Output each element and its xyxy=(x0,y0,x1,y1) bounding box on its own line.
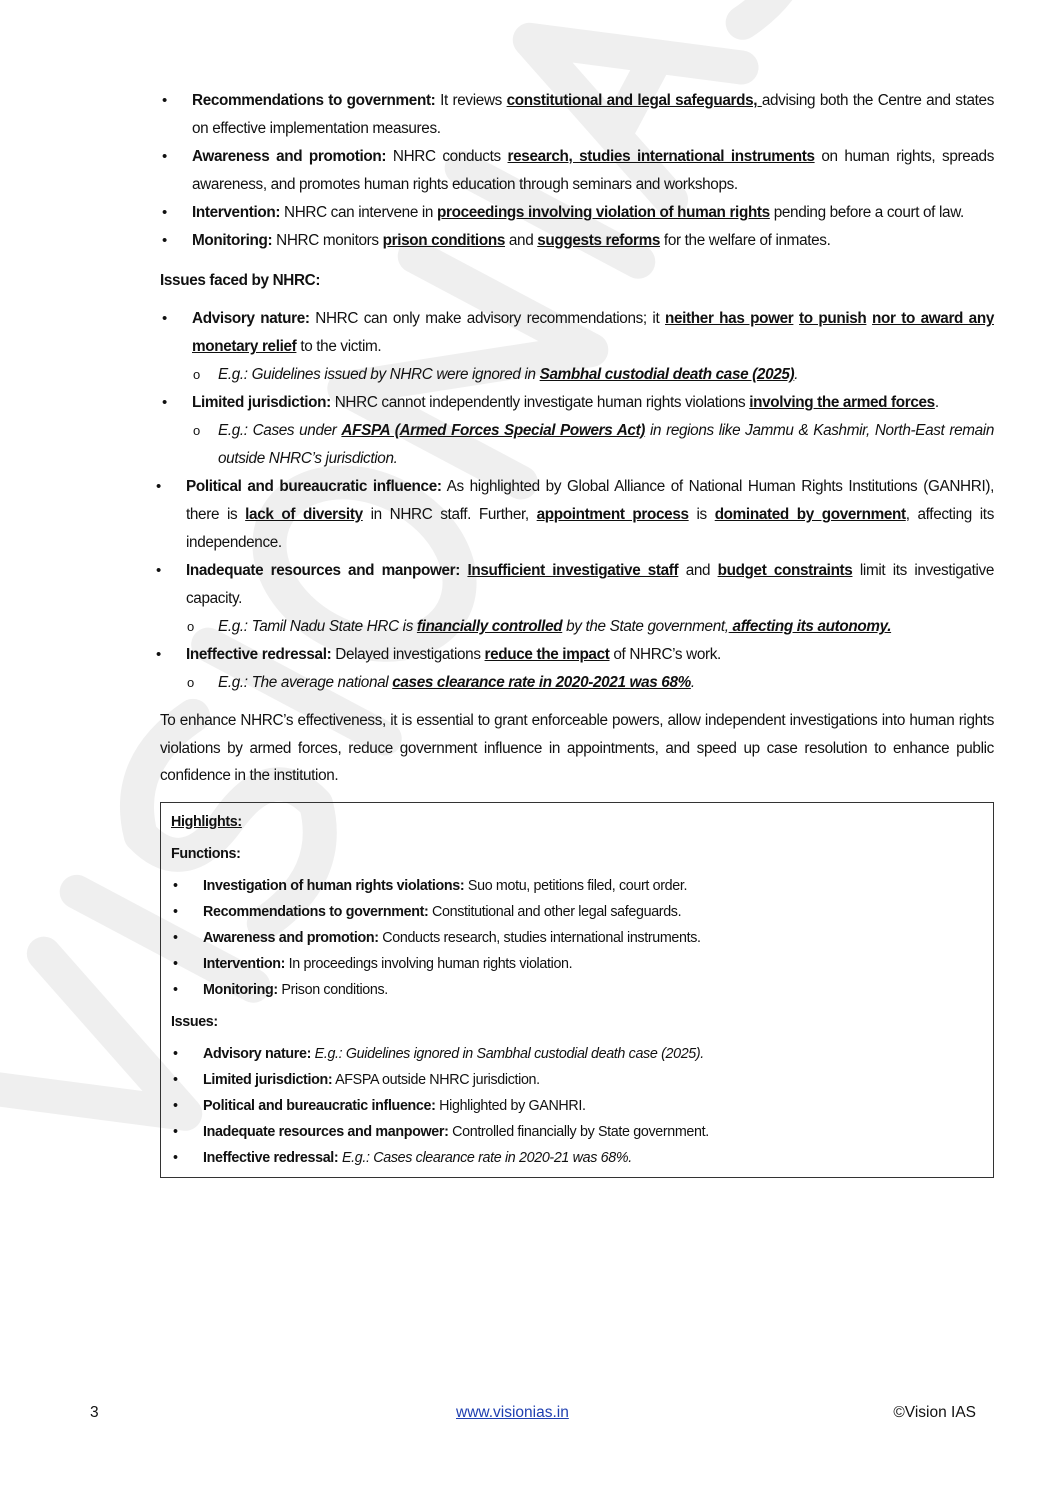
bullet-icon: • xyxy=(173,877,178,894)
text-segment: limit its investigative capacity. xyxy=(186,562,994,607)
website-link[interactable]: www.visionias.in xyxy=(456,1404,569,1421)
list-item xyxy=(160,417,994,473)
highlights-issues-list xyxy=(171,1041,983,1171)
text-segment: , affecting its independence. xyxy=(186,506,995,551)
text-segment: Suo motu, petitions filed, court order. xyxy=(464,877,688,894)
text-segment: . xyxy=(794,366,799,383)
bullet-icon: • xyxy=(173,929,178,946)
bullet-icon: • xyxy=(156,562,161,579)
list-item xyxy=(156,557,994,613)
emphasized-text: Insufficient investigative staff xyxy=(467,562,679,579)
text-segment: advising both the Centre and states on effective implementation measures. xyxy=(192,92,994,137)
text-segment: Highlighted by GANHRI. xyxy=(435,1097,586,1114)
text-segment: AFSPA outside NHRC jurisdiction. xyxy=(332,1071,540,1088)
bullet-icon: • xyxy=(162,148,167,165)
emphasized-text: constitutional and legal safeguards, xyxy=(506,92,762,109)
text-segment: Conducts research, studies international instruments. xyxy=(378,929,701,946)
text-segment: Limited jurisdiction: xyxy=(192,394,331,411)
text-segment: Ineffective redressal: xyxy=(186,646,332,663)
list-item xyxy=(160,143,994,199)
emphasized-text: AFSPA (Armed Forces Special Powers Act) xyxy=(341,422,646,439)
emphasized-text: suggests reforms xyxy=(537,232,661,249)
text-segment: Inadequate resources and manpower: xyxy=(203,1123,449,1140)
bullet-icon: • xyxy=(156,478,161,495)
functions-title: Functions: xyxy=(171,845,241,862)
bullet-icon: • xyxy=(173,1123,178,1140)
page-number: 3 xyxy=(90,1404,99,1421)
sub-bullet-icon: o xyxy=(193,423,200,438)
text-segment: Recommendations to government: xyxy=(192,92,436,109)
text-segment: in NHRC staff. Further, xyxy=(362,506,537,523)
text-segment: . xyxy=(690,674,695,691)
text-segment: is xyxy=(688,506,715,523)
text-segment: Political and bureaucratic influence: xyxy=(203,1097,436,1114)
text-segment: It reviews xyxy=(435,92,507,109)
list-item xyxy=(160,361,994,389)
text-segment: for the welfare of inmates. xyxy=(660,232,831,249)
list-item xyxy=(160,613,994,641)
list-item xyxy=(160,199,994,227)
text-segment: Awareness and promotion: xyxy=(192,148,387,165)
emphasized-text: proceedings involving violation of human rights xyxy=(436,204,770,221)
text-segment: NHRC monitors xyxy=(272,232,383,249)
emphasized-text: dominated by government xyxy=(714,506,906,523)
text-segment: Monitoring: xyxy=(203,981,278,998)
list-item xyxy=(156,473,995,557)
text-segment: E.g.: Guidelines issued by NHRC were ignored in xyxy=(218,366,540,383)
text-segment: Recommendations to government: xyxy=(203,903,429,920)
text-segment: and xyxy=(504,232,538,249)
bullet-icon: • xyxy=(173,1071,178,1088)
text-segment: on human rights, spreads awareness, and promotes human rights education through seminars and workshops. xyxy=(192,148,994,193)
emphasized-text: involving the armed forces xyxy=(749,394,935,411)
text-segment: Controlled financially by State government. xyxy=(448,1123,709,1140)
bullet-icon: • xyxy=(162,232,167,249)
bullet-icon: • xyxy=(173,1149,178,1166)
emphasized-text: affecting its autonomy. xyxy=(728,618,892,635)
bullet-icon: • xyxy=(173,981,178,998)
text-segment: Investigation of human rights violations: xyxy=(203,877,465,894)
emphasized-text: financially controlled xyxy=(416,618,563,635)
list-item xyxy=(171,873,983,899)
text-segment: E.g.: Cases under xyxy=(218,422,342,439)
text-segment: E.g.: Guidelines ignored in Sambhal custodial death case (2025). xyxy=(314,1045,704,1062)
text-segment: Monitoring: xyxy=(192,232,273,249)
bullet-icon: • xyxy=(173,1045,178,1062)
emphasized-text: lack of diversity xyxy=(245,506,363,523)
issues-title: Issues: xyxy=(171,1013,218,1030)
conclusion-paragraph: To enhance NHRC’s effectiveness, it is essential to grant enforceable powers, allow independent investigations into human rights violations by armed forces, reduce government influence in appointments, and speed up case resolution to enhance public confidence in the institution. xyxy=(160,712,994,784)
sub-bullet-icon: o xyxy=(187,619,194,634)
emphasized-text: budget constraints xyxy=(717,562,853,579)
bullet-icon: • xyxy=(162,394,167,411)
bullet-icon: • xyxy=(156,646,161,663)
text-segment: Ineffective redressal: xyxy=(203,1149,339,1166)
emphasized-text: neither has power xyxy=(665,310,794,327)
list-item xyxy=(171,1067,983,1093)
text-segment: Delayed investigations xyxy=(331,646,485,663)
text-segment: Limited jurisdiction: xyxy=(203,1071,333,1088)
list-item xyxy=(171,977,983,1003)
text-segment: E.g.: Tamil Nadu State HRC is xyxy=(218,618,417,635)
list-item xyxy=(160,389,994,417)
bullet-icon: • xyxy=(162,92,167,109)
emphasized-text: nor to award any monetary relief xyxy=(192,310,994,355)
text-segment: Advisory nature: xyxy=(192,310,310,327)
sub-bullet-icon: o xyxy=(193,367,200,382)
text-segment: NHRC cannot independently investigate human rights violations xyxy=(330,394,750,411)
text-segment: Constitutional and other legal safeguards. xyxy=(428,903,682,920)
list-item xyxy=(160,227,994,255)
page-content xyxy=(156,87,995,1178)
text-segment: . xyxy=(934,394,939,411)
text-segment: to the victim. xyxy=(296,338,382,355)
text-segment: by the State government, xyxy=(562,618,729,635)
list-item xyxy=(171,899,983,925)
text-segment: and xyxy=(678,562,718,579)
list-item xyxy=(171,1145,983,1171)
emphasized-text: cases clearance rate in 2020-2021 was 68% xyxy=(392,674,691,691)
text-segment: Advisory nature: xyxy=(203,1045,312,1062)
emphasized-text: reduce the impact xyxy=(484,646,610,663)
text-segment: In proceedings involving human rights violation. xyxy=(285,955,573,972)
text-segment: Prison conditions. xyxy=(277,981,388,998)
issues-list xyxy=(156,305,995,697)
functions-list xyxy=(160,87,994,255)
emphasized-text: Sambhal custodial death case (2025) xyxy=(539,366,795,383)
bullet-icon: • xyxy=(162,204,167,221)
highlights-box xyxy=(160,802,994,1178)
text-segment: E.g.: Cases clearance rate in 2020-21 was 68%. xyxy=(341,1149,632,1166)
text-segment: Intervention: xyxy=(192,204,281,221)
list-item xyxy=(171,1093,983,1119)
list-item xyxy=(171,925,983,951)
highlights-title: Highlights: xyxy=(171,813,242,830)
text-segment: of NHRC’s work. xyxy=(609,646,721,663)
list-item xyxy=(160,669,994,697)
list-item xyxy=(171,1119,983,1145)
bullet-icon: • xyxy=(173,1097,178,1114)
list-item xyxy=(160,305,994,361)
emphasized-text: research, studies international instruments xyxy=(507,148,815,165)
emphasized-text: prison conditions xyxy=(382,232,505,249)
text-segment: Political and bureaucratic influence: xyxy=(186,478,442,495)
list-item xyxy=(156,641,994,669)
text-segment: Inadequate resources and manpower: xyxy=(186,562,461,579)
text-segment: pending before a court of law. xyxy=(769,204,964,221)
emphasized-text: appointment process xyxy=(536,506,689,523)
issues-heading: Issues faced by NHRC: xyxy=(160,272,321,289)
highlights-functions-list xyxy=(171,873,983,1003)
text-segment: Intervention: xyxy=(203,955,286,972)
bullet-icon: • xyxy=(173,955,178,972)
sub-bullet-icon: o xyxy=(187,675,194,690)
text-segment: NHRC conducts xyxy=(386,148,508,165)
text-segment: As highlighted by Global Alliance of National Human Rights Institutions (GANHRI), there is xyxy=(186,478,994,523)
text-segment: NHRC can intervene in xyxy=(280,204,437,221)
bullet-icon: • xyxy=(173,903,178,920)
list-item xyxy=(160,87,994,143)
text-segment: in regions like Jammu & Kashmir, North-East remain outside NHRC’s jurisdiction. xyxy=(218,422,995,467)
page-footer xyxy=(90,1404,976,1426)
text-segment: E.g.: The average national xyxy=(218,674,393,691)
emphasized-text: to punish xyxy=(799,310,867,327)
list-item xyxy=(171,1041,983,1067)
bullet-icon: • xyxy=(162,310,167,327)
list-item xyxy=(171,951,983,977)
text-segment: Awareness and promotion: xyxy=(203,929,379,946)
copyright: ©Vision IAS xyxy=(893,1404,976,1421)
text-segment: NHRC can only make advisory recommendations; it xyxy=(309,310,665,327)
